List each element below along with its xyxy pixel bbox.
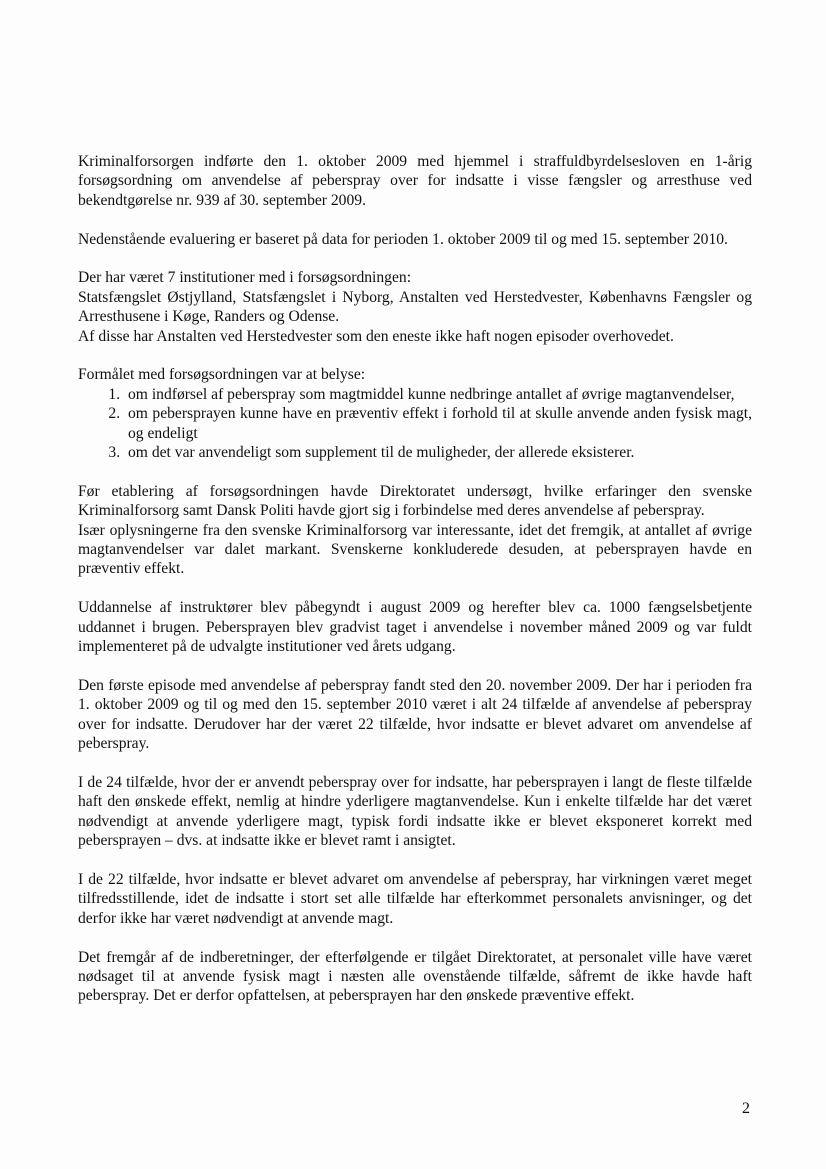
institutions-heading: Der har været 7 institutioner med i forsøgsordningen: [78,269,412,287]
institutions-list: Statsfængslet Østjylland, Statsfængslet i Nyborg, Anstalten ved Herstedvester, Københavns Fængsler og Arresthusene i Køge, Randers og Odense. [78,288,752,326]
document-body [78,152,752,1025]
paragraph-research [78,482,752,579]
page-number: 2 [742,1100,750,1117]
paragraph-training: Uddannelse af instruktører blev påbegyndt i august 2009 og herefter blev ca. 1000 fængselsbetjente uddannet i brugen. Pebersprayen blev gradvist taget i anvendelse i november måned 2009 og var fuldt implementeret på de udvalgte institutioner ved årets udgang. [78,599,752,656]
purpose-section [78,365,752,462]
institutions-note: Af disse har Anstalten ved Herstedvester som den eneste ikke haft nogen episoder overhovedet. [78,327,674,345]
purpose-item: 1. om indførsel af peberspray som magtmiddel kunne nedbringe antallet af øvrige magtanvendelser, [124,385,752,404]
paragraph-institutions [78,268,752,346]
purpose-list [78,385,752,463]
swedish-findings: Især oplysningerne fra den svenske Kriminalforsorg var interessante, idet det fremgik, at antallet af øvrige magtanvendelser var dalet markant. Svenskerne konkluderede desuden, at pebersprayen havde en præventiv effekt. [78,521,752,578]
purpose-item: 2. om pebersprayen kunne have en præventiv effekt i forhold til at skulle anvende anden fysisk magt, og endeligt [124,404,752,443]
research-text: Før etablering af forsøgsordningen havde Direktoratet undersøgt, hvilke erfaringer den svenske Kriminalforsorg samt Dansk Politi havde gjort sig i forbindelse med deres anvendelse af peberspray. [78,482,752,520]
paragraph-evaluation-period: Nedenstående evaluering er baseret på data for perioden 1. oktober 2009 til og med 15. september 2010. [78,230,728,248]
purpose-heading: Formålet med forsøgsordningen var at belyse: [78,366,366,384]
paragraph-conclusion: Det fremgår af de indberetninger, der efterfølgende er tilgået Direktoratet, at personalet ville have været nødsaget til at anvende fysisk magt i næsten alle ovenstående tilfælde, såfremt de ikke havde haft peberspray. Det er derfor opfattelsen, at pebersprayen har den ønskede præventive effekt. [78,948,752,1005]
paragraph-intro: Kriminalforsorgen indførte den 1. oktober 2009 med hjemmel i straffuldbyrdelsesloven en 1-årig forsøgsordning om anvendelse af peberspray over for indsatte i visse fængsler og arresthuse ved bekendtgørelse nr. 939 af 30. september 2009. [78,153,752,209]
paragraph-22-cases: I de 22 tilfælde, hvor indsatte er blevet advaret om anvendelse af peberspray, har virkningen været meget tilfredsstillende, idet de indsatte i stort set alle tilfælde har efterkommet personalets anvisninger, og det derfor ikke har været nødvendigt at anvende magt. [78,870,752,927]
purpose-item: 3. om det var anvendeligt som supplement til de muligheder, der allerede eksisterer. [124,443,752,462]
paragraph-24-cases: I de 24 tilfælde, hvor der er anvendt peberspray over for indsatte, har pebersprayen i langt de fleste tilfælde haft den ønskede effekt, nemlig at hindre yderligere magtanvendelse. Kun i enkelte tilfælde har det været nødvendigt at anvende yderligere magt, typisk fordi indsatte ikke er blevet eksponeret korrekt med pebersprayen – dvs. at indsatte ikke er blevet ramt i ansigtet. [78,773,752,850]
paragraph-first-episode: Den første episode med anvendelse af peberspray fandt sted den 20. november 2009. Der har i perioden fra 1. oktober 2009 og til og med den 15. september 2010 været i alt 24 tilfælde af anvendelse af peberspray over for indsatte. Derudover har der været 22 tilfælde, hvor indsatte er blevet advaret om anvendelse af peberspray. [78,676,752,753]
